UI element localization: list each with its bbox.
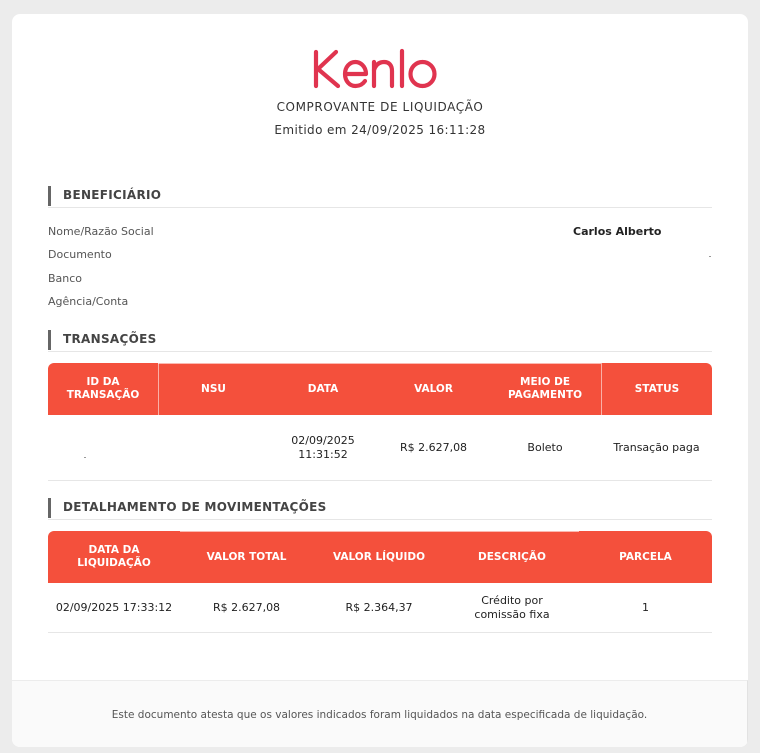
footer — [12, 680, 748, 747]
cell-descricao: Crédito por comissão fixa — [474, 593, 550, 621]
section-movimentacoes — [48, 498, 712, 520]
section-title: TRANSAÇÕES — [63, 332, 157, 346]
footer-text: Este documento atesta que os valores indicados foram liquidados na data especificada de liquidação. — [111, 709, 648, 721]
col-id-transacao: ID DA TRANSAÇÃO — [66, 376, 140, 401]
field-value-nome: Carlos Alberto — [573, 225, 662, 238]
cell-valor-liquido: R$ 2.364,37 — [345, 600, 413, 614]
kenlo-logo — [12, 48, 748, 96]
col-descricao: DESCRIÇÃO — [478, 550, 546, 563]
section-title: DETALHAMENTO DE MOVIMENTAÇÕES — [63, 500, 327, 514]
movements-table-header — [48, 531, 712, 583]
placeholder-dot — [709, 256, 711, 257]
col-valor-total: VALOR TOTAL — [206, 550, 287, 563]
section-marker — [48, 498, 51, 518]
col-valor: VALOR — [414, 382, 453, 395]
transactions-table-header — [48, 363, 712, 415]
col-nsu: NSU — [158, 363, 268, 415]
cell-data: 02/09/2025 11:31:52 — [291, 433, 355, 461]
cell-valor: R$ 2.627,08 — [399, 440, 468, 454]
issued-date: Emitido em 24/09/2025 16:11:28 — [274, 123, 486, 137]
table-row — [48, 415, 712, 481]
cell-valor-total: R$ 2.627,08 — [212, 600, 281, 614]
col-data-liquidacao: DATA DA LIQUIDAÇÃO — [77, 544, 151, 569]
cell-meio: Boleto — [527, 440, 563, 454]
cell-status: Transação paga — [613, 440, 700, 454]
col-status: STATUS — [601, 363, 712, 415]
section-marker — [48, 330, 51, 350]
section-transacoes — [48, 330, 712, 352]
section-beneficiario — [48, 186, 712, 208]
field-label-nome: Nome/Razão Social — [48, 225, 154, 238]
receipt-card — [12, 14, 748, 747]
document-title: COMPROVANTE DE LIQUIDAÇÃO — [276, 100, 484, 114]
cell-parcela: 1 — [642, 600, 649, 614]
field-label-agencia: Agência/Conta — [48, 295, 129, 308]
placeholder-dot — [84, 457, 86, 458]
col-meio-pagamento: MEIO DE PAGAMENTO — [507, 376, 583, 401]
transactions-table — [48, 363, 712, 481]
col-valor-liquido: VALOR LÍQUIDO — [332, 550, 426, 563]
field-label-documento: Documento — [48, 248, 112, 261]
cell-data-liquidacao: 02/09/2025 17:33:12 — [55, 600, 173, 614]
col-data: DATA — [307, 382, 339, 395]
kenlo-logo-mark — [310, 48, 450, 92]
col-parcela: PARCELA — [619, 550, 672, 563]
field-label-banco: Banco — [48, 272, 83, 285]
section-title: BENEFICIÁRIO — [63, 188, 162, 202]
movements-table — [48, 531, 712, 633]
table-row — [48, 583, 712, 633]
cell-nsu — [158, 415, 268, 480]
cell-id — [48, 415, 158, 480]
section-marker — [48, 186, 51, 206]
